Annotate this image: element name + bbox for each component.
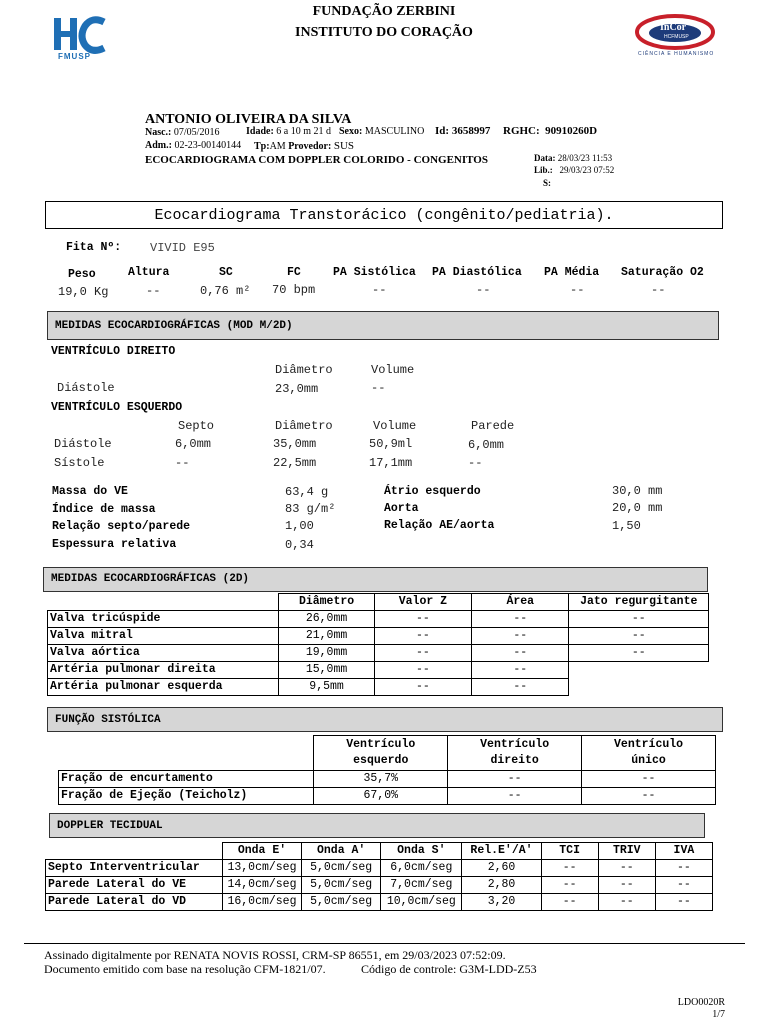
cell: -- (541, 877, 598, 894)
cell: -- (374, 645, 471, 662)
cell-empty (569, 662, 709, 679)
vd-volume: -- (371, 381, 386, 395)
cell: -- (374, 611, 471, 628)
cell: 5,0cm/seg (302, 894, 381, 911)
admission: Adm.: 02-23-00140144 (145, 140, 242, 151)
cell: -- (448, 788, 582, 805)
cell: -- (582, 771, 716, 788)
vd-header-diametro: Diâmetro (275, 363, 333, 377)
vital-header-peso: Peso (68, 268, 96, 281)
cell: 2,80 (462, 877, 541, 894)
vital-header-saturacao: Saturação O2 (621, 266, 704, 279)
vital-header-sc: SC (219, 266, 233, 279)
cell: 14,0cm/seg (222, 877, 301, 894)
ve-header-diametro: Diâmetro (275, 419, 333, 433)
cell: -- (472, 611, 569, 628)
cell: -- (569, 611, 709, 628)
vital-fc: 70 bpm (272, 283, 316, 297)
cell: -- (582, 788, 716, 805)
row-label: Parede Lateral do VD (46, 894, 223, 911)
footer-divider (24, 943, 745, 944)
patient-name: ANTONIO OLIVEIRA DA SILVA (145, 112, 352, 127)
ve-header-parede: Parede (471, 419, 515, 433)
vital-header-pa-sistolica: PA Sistólica (333, 266, 416, 279)
cell: 35,7% (314, 771, 448, 788)
vd-diametro: 23,0mm (275, 382, 319, 396)
cell: 2,60 (462, 860, 541, 877)
cell: 10,0cm/seg (381, 894, 462, 911)
ve-parede: 6,0mm (468, 438, 505, 452)
col-header: IVA (655, 843, 712, 860)
vital-header-pa-diastolica: PA Diastólica (432, 266, 522, 279)
vital-altura: -- (146, 284, 161, 298)
fita-value: VIVID E95 (150, 241, 215, 255)
param-label: Espessura relativa (52, 538, 177, 551)
table-row (59, 771, 716, 788)
cell: 19,0mm (279, 645, 374, 662)
param-label: Índice de massa (52, 503, 156, 516)
org-name: FUNDAÇÃO ZERBINI (312, 4, 456, 19)
s-label: S: (543, 178, 552, 188)
hc-fmusp-logo (52, 14, 108, 64)
ve-diametro: 35,0mm (273, 437, 317, 451)
ve-row-label: Sístole (54, 456, 105, 470)
exam-name: ECOCARDIOGRAMA COM DOPPLER COLORIDO - CONGENITOS (145, 154, 488, 166)
section-tissue-doppler: DOPPLER TECIDUAL (49, 813, 705, 838)
cell: -- (472, 679, 569, 696)
section-2d: MEDIDAS ECOCARDIOGRÁFICAS (2D) (43, 567, 708, 592)
cell-empty (569, 679, 709, 696)
cell: -- (541, 860, 598, 877)
col-header: Ventrículo esquerdo (314, 736, 448, 771)
vital-header-altura: Altura (128, 266, 170, 279)
col-header: Diâmetro (279, 594, 374, 611)
row-label: Septo Interventricular (46, 860, 223, 877)
report-title: Ecocardiograma Transtorácico (congênito/pediatria). (45, 201, 723, 229)
cell: 67,0% (314, 788, 448, 805)
ve-title: VENTRÍCULO ESQUERDO (51, 401, 183, 414)
cell: 5,0cm/seg (302, 860, 381, 877)
cell: -- (541, 894, 598, 911)
vd-row-label: Diástole (57, 381, 115, 395)
cell: -- (569, 628, 709, 645)
param-label: Relação AE/aorta (384, 519, 495, 532)
row-label: Fração de Ejeção (Teicholz) (59, 788, 314, 805)
param-value: 83 g/m² (285, 502, 336, 516)
form-code: LDO0020R (677, 997, 725, 1008)
col-header: Onda A' (302, 843, 381, 860)
vd-title: VENTRÍCULO DIREITO (51, 345, 176, 358)
table-tissue-doppler (45, 842, 713, 911)
row-label: Valva tricúspide (48, 611, 279, 628)
ve-row-label: Diástole (54, 437, 112, 451)
param-value: 0,34 (285, 538, 314, 552)
param-value: 63,4 g (285, 485, 329, 499)
vital-pa-media: -- (570, 283, 585, 297)
release-date: Lib.: 29/03/23 07:52 (534, 165, 615, 175)
cell: 15,0mm (279, 662, 374, 679)
col-header: Valor Z (374, 594, 471, 611)
vital-pa-sistolica: -- (372, 283, 387, 297)
table-header-row (46, 843, 713, 860)
col-header: TRIV (598, 843, 655, 860)
section-systolic: FUNÇÃO SISTÓLICA (47, 707, 723, 732)
col-header: Ventrículo direito (448, 736, 582, 771)
cell: -- (472, 662, 569, 679)
vital-peso: 19,0 Kg (58, 285, 109, 299)
cell: -- (374, 662, 471, 679)
rghc: RGHC: 90910260D (503, 125, 598, 137)
cell: -- (472, 645, 569, 662)
col-header: Jato regurgitante (569, 594, 709, 611)
table-row (46, 894, 713, 911)
table-corner (59, 736, 314, 771)
fita-label: Fita Nº: (66, 241, 122, 254)
param-value: 1,50 (612, 519, 641, 533)
hc-logo-sub: FMUSP (58, 52, 91, 61)
incor-tagline: CIÊNCIA E HUMANISMO (638, 51, 715, 57)
ve-septo: -- (175, 456, 190, 470)
table-row (48, 611, 709, 628)
vital-pa-diastolica: -- (476, 283, 491, 297)
ve-volume: 50,9ml (369, 437, 413, 451)
row-label: Artéria pulmonar esquerda (48, 679, 279, 696)
param-label: Aorta (384, 502, 419, 515)
table-row (59, 788, 716, 805)
table-row (48, 679, 709, 696)
table-row (48, 645, 709, 662)
cell: -- (472, 628, 569, 645)
incor-logo-sub: HCFMUSP (664, 34, 689, 40)
exam-date: Data: 28/03/23 11:53 (534, 153, 613, 163)
param-value: 30,0 mm (612, 484, 663, 498)
param-label: Átrio esquerdo (384, 485, 481, 498)
page-number: 1/7 (712, 1009, 725, 1020)
cell: -- (374, 628, 471, 645)
patient-id: Id: 3658997 (435, 125, 491, 137)
cell: -- (598, 894, 655, 911)
cell: 26,0mm (279, 611, 374, 628)
cell: -- (655, 860, 712, 877)
incor-logo-text: InCor (660, 22, 687, 33)
param-label: Massa do VE (52, 485, 128, 498)
cell: 16,0cm/seg (222, 894, 301, 911)
cell: -- (598, 860, 655, 877)
section-mmode: MEDIDAS ECOCARDIOGRÁFICAS (MOD M/2D) (47, 311, 719, 340)
incor-logo (634, 14, 716, 58)
cell: -- (598, 877, 655, 894)
ve-septo: 6,0mm (175, 437, 212, 451)
birth-date: Nasc.: 07/05/2016 (145, 127, 220, 138)
table-corner (46, 843, 223, 860)
vd-header-volume: Volume (371, 363, 415, 377)
cell: 13,0cm/seg (222, 860, 301, 877)
param-label: Relação septo/parede (52, 520, 191, 533)
age: Idade: 6 a 10 m 21 d (246, 126, 332, 137)
institute-name: INSTITUTO DO CORAÇÃO (295, 25, 473, 40)
row-label: Fração de encurtamento (59, 771, 314, 788)
signature-line: Assinado digitalmente por RENATA NOVIS ROSSI, CRM-SP 86551, em 29/03/2023 07:52:09. (44, 948, 506, 962)
row-label: Valva aórtica (48, 645, 279, 662)
ve-diametro: 22,5mm (273, 456, 317, 470)
col-header: Onda S' (381, 843, 462, 860)
cell: 3,20 (462, 894, 541, 911)
ve-header-volume: Volume (373, 419, 417, 433)
vital-header-pa-media: PA Média (544, 266, 600, 279)
cell: -- (569, 645, 709, 662)
cell: 5,0cm/seg (302, 877, 381, 894)
col-header: Área (472, 594, 569, 611)
table-2d (47, 593, 709, 696)
cell: 7,0cm/seg (381, 877, 462, 894)
table-row (46, 877, 713, 894)
cell: -- (374, 679, 471, 696)
table-row (46, 860, 713, 877)
row-label: Valva mitral (48, 628, 279, 645)
ve-header-septo: Septo (178, 419, 215, 433)
table-header-row (59, 736, 716, 771)
col-header: Rel.E'/A' (462, 843, 541, 860)
cell: 21,0mm (279, 628, 374, 645)
cell: -- (655, 894, 712, 911)
sex: Sexo: MASCULINO (339, 126, 425, 137)
control-code: Código de controle: G3M-LDD-Z53 (361, 962, 537, 976)
vital-saturacao: -- (651, 283, 666, 297)
param-value: 20,0 mm (612, 501, 663, 515)
row-label: Parede Lateral do VE (46, 877, 223, 894)
table-header-row (48, 594, 709, 611)
col-header: Onda E' (222, 843, 301, 860)
ve-parede: -- (468, 456, 483, 470)
param-value: 1,00 (285, 519, 314, 533)
cell: -- (448, 771, 582, 788)
col-header: Ventrículo único (582, 736, 716, 771)
table-corner (48, 594, 279, 611)
col-header: TCI (541, 843, 598, 860)
row-label: Artéria pulmonar direita (48, 662, 279, 679)
cell: 6,0cm/seg (381, 860, 462, 877)
resolution-line: Documento emitido com base na resolução CFM-1821/07. (44, 962, 326, 976)
table-systolic (58, 735, 716, 805)
ve-volume: 17,1mm (369, 456, 413, 470)
table-row (48, 662, 709, 679)
vital-sc: 0,76 m² (200, 284, 251, 298)
table-row (48, 628, 709, 645)
cell: -- (655, 877, 712, 894)
admission-type: Tp:AM Provedor: SUS (254, 140, 355, 152)
cell: 9,5mm (279, 679, 374, 696)
vital-header-fc: FC (287, 266, 301, 279)
